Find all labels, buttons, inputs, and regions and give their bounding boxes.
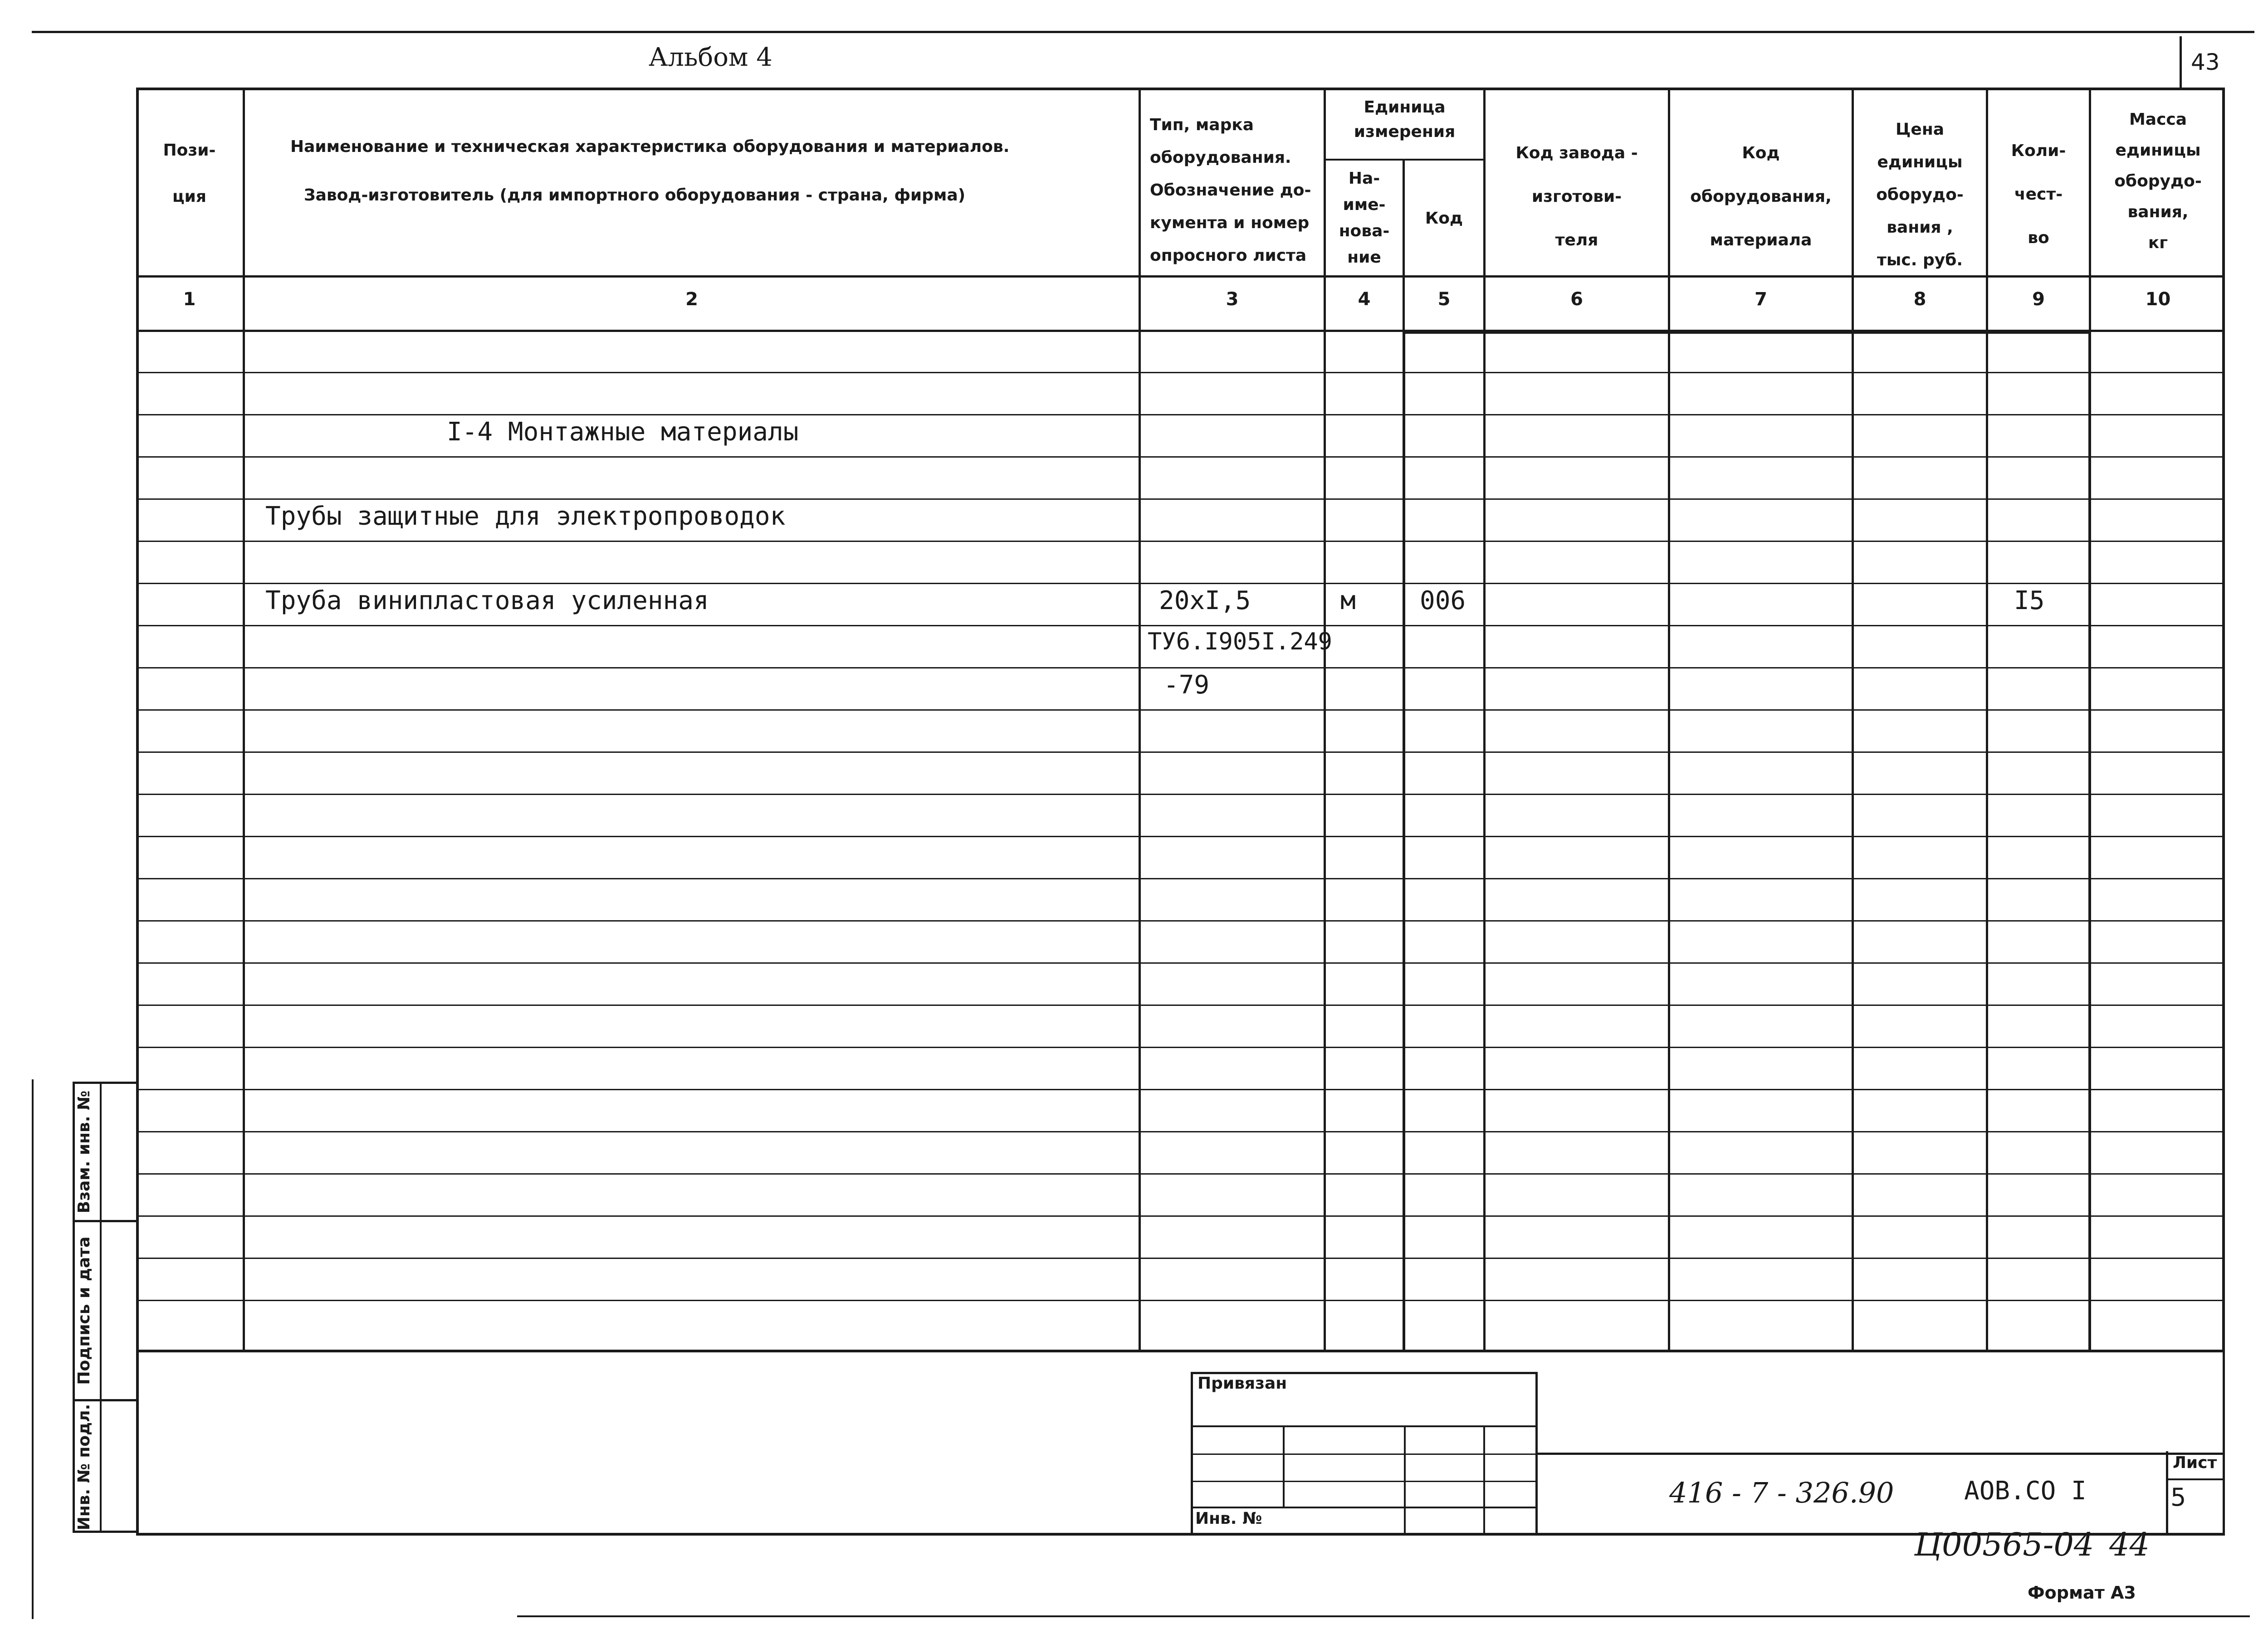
row-line — [136, 625, 2225, 626]
side-stamp-inner-line — [100, 1082, 102, 1533]
row-line — [136, 1131, 2225, 1132]
tb-line — [1191, 1481, 1538, 1482]
designation-top-line — [1538, 1453, 2225, 1455]
header-col3: Тип, марка оборудования. Обозначение до- кумента и номер опросного листа — [1150, 116, 1311, 265]
row-line — [136, 1089, 2225, 1090]
handwritten-ref: Ц00565-04 — [1914, 1526, 2094, 1563]
header-col4: На- име- нова- ние — [1339, 169, 1390, 267]
header-col2-line1: Наименование и техническая характеристика оборудования и материалов. — [290, 137, 1010, 156]
designation: 416 - 7 - 326.90 — [1669, 1476, 1894, 1509]
colnum-7: 7 — [1755, 289, 1767, 310]
item-qty: I5 — [2014, 586, 2045, 615]
row-line — [136, 498, 2225, 500]
col-line-1 — [243, 88, 245, 1352]
group-title: Трубы защитные для электропроводок — [265, 502, 786, 531]
row-line — [136, 1005, 2225, 1006]
bottom-frame-line — [136, 1533, 2225, 1536]
header-col2-line2: Завод-изготовитель (для импортного оборудования - страна, фирма) — [304, 186, 966, 205]
bottom-frame-right — [2223, 1352, 2225, 1536]
col-line-2 — [1139, 88, 1141, 1352]
bottom-margin-line — [517, 1615, 2250, 1617]
row-line — [136, 794, 2225, 795]
row-line — [136, 878, 2225, 879]
row-line — [136, 836, 2225, 837]
row-line — [136, 751, 2225, 753]
bold-region — [1403, 331, 2091, 1352]
tb-line — [1191, 1425, 1538, 1427]
row-line — [136, 1047, 2225, 1048]
sheet-box-line — [2166, 1451, 2168, 1536]
left-margin-line — [32, 1079, 34, 1619]
header-col5: Код — [1425, 209, 1463, 228]
row-line — [136, 1215, 2225, 1217]
bottom-frame-left — [136, 1352, 139, 1536]
tb-line — [1191, 1454, 1538, 1455]
album-label: Альбом 4 — [649, 43, 772, 72]
row-line — [136, 1258, 2225, 1259]
tb-vline — [1483, 1425, 1485, 1534]
item-type: 20xI,5 — [1159, 586, 1251, 615]
colnum-3: 3 — [1226, 289, 1239, 310]
tb-line — [1191, 1507, 1538, 1508]
row-line — [136, 541, 2225, 542]
header-col7: Код оборудования, материала — [1690, 144, 1832, 249]
item-name: Труба винипластовая усиленная — [265, 586, 709, 615]
colnum-10: 10 — [2145, 289, 2171, 310]
header-col9: Коли- чест- во — [2011, 141, 2066, 247]
row-line — [136, 709, 2225, 711]
top-border-line — [32, 31, 2254, 33]
tb-vline — [1404, 1425, 1406, 1534]
inv-no-label: Инв. № — [1195, 1509, 1262, 1528]
side-stamp-inv-podl: Инв. № подл. — [75, 1404, 93, 1531]
item-unit: м — [1340, 586, 1356, 615]
row-line — [136, 1300, 2225, 1301]
row-line — [136, 962, 2225, 964]
item-doc-line2: -79 — [1163, 670, 1210, 700]
format-label: Формат А3 — [2028, 1583, 2136, 1603]
header-col1: Пози- ция — [163, 141, 216, 206]
section-title: I-4 Монтажные материалы — [447, 417, 799, 447]
handwritten-num: 44 — [2109, 1526, 2150, 1563]
header-col10: Масса единицы оборудо- вания, кг — [2114, 110, 2202, 252]
row-line — [136, 920, 2225, 922]
colnum-8: 8 — [1913, 289, 1926, 310]
col-line-3 — [1324, 88, 1326, 1352]
colnum-1: 1 — [183, 289, 196, 310]
colnum-5: 5 — [1437, 289, 1451, 310]
item-doc-line1: ТУ6.I905I.249 — [1148, 628, 1332, 655]
sheet-box-divider — [2166, 1478, 2225, 1480]
tb-vline — [1283, 1425, 1285, 1507]
sheet-number: 5 — [2170, 1483, 2186, 1512]
sheet-label: Лист — [2173, 1454, 2217, 1472]
row-line — [136, 414, 2225, 415]
page-number: 43 — [2191, 49, 2220, 75]
colnum-2: 2 — [685, 289, 698, 310]
doc-code: АОВ.СО I — [1964, 1476, 2087, 1506]
header-col8: Цена единицы оборудо- вания , тыс. руб. — [1876, 120, 1964, 269]
row-line — [136, 372, 2225, 373]
row-line — [136, 667, 2225, 668]
item-unit-code: 006 — [1420, 586, 1466, 615]
colnum-9: 9 — [2032, 289, 2045, 310]
side-stamp-divider-1 — [73, 1220, 138, 1222]
side-stamp-vzam: Взам. инв. № — [75, 1090, 93, 1214]
privyazan-label: Привязан — [1198, 1374, 1287, 1393]
header-col6: Код завода - изготови- теля — [1515, 144, 1638, 249]
colnum-6: 6 — [1570, 289, 1583, 310]
row-line — [136, 1173, 2225, 1175]
header-unit-group: Единица измерения — [1354, 98, 1456, 141]
row-line — [136, 583, 2225, 584]
side-stamp-podpis: Подпись и дата — [75, 1236, 93, 1385]
row-line — [136, 456, 2225, 458]
colnum-4: 4 — [1358, 289, 1371, 310]
